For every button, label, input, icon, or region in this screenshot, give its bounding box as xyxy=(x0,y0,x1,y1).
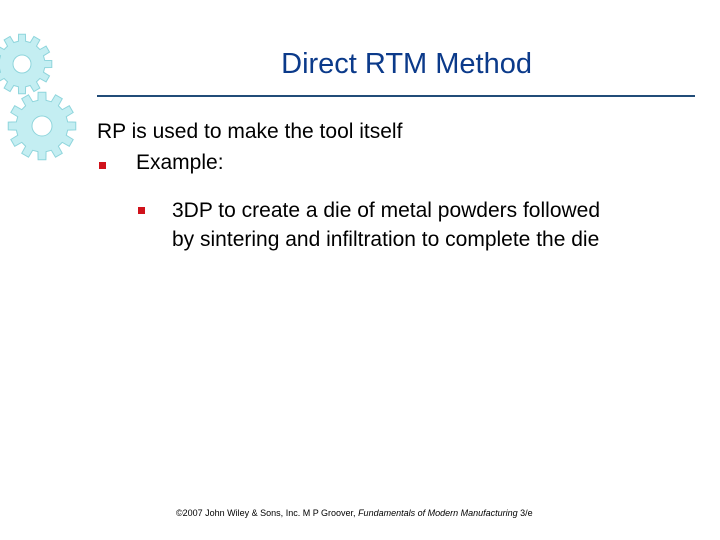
square-bullet-icon xyxy=(99,162,106,169)
gear-icon xyxy=(8,92,76,160)
body-line-main: RP is used to make the tool itself xyxy=(97,120,403,143)
footer-suffix: 3/e xyxy=(517,508,533,518)
body-bullet-example: Example: xyxy=(136,151,224,174)
body-subbullet-line1: 3DP to create a die of metal powders followed xyxy=(172,199,601,222)
slide-title: Direct RTM Method xyxy=(281,48,532,80)
gear-icon xyxy=(0,34,52,94)
title-divider xyxy=(97,95,695,97)
gears-decoration xyxy=(0,30,80,165)
body-subbullet xyxy=(172,196,600,254)
footer-prefix: ©2007 John Wiley & Sons, Inc. M P Groover, xyxy=(176,508,359,518)
footer-book-title: Fundamentals of Modern Manufacturing xyxy=(358,508,518,518)
square-bullet-icon xyxy=(138,207,145,214)
copyright-footer xyxy=(176,508,533,518)
body-subbullet-line2: by sintering and infiltration to complete the die xyxy=(172,228,600,251)
